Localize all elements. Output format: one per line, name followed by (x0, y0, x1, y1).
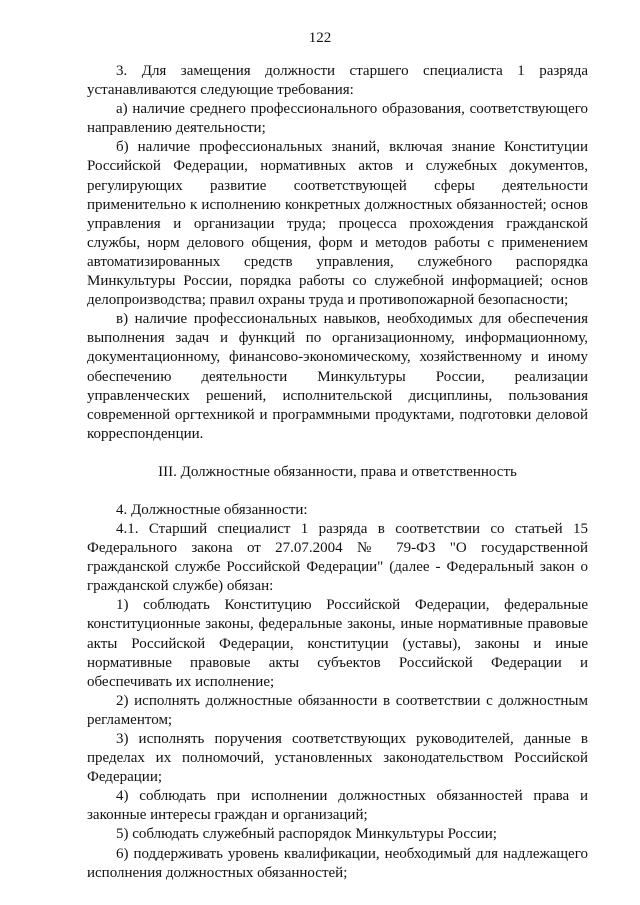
duty-item: 6) поддерживать уровень квалификации, необходимый для надлежащего исполнения должностных обязанностей; (87, 845, 588, 881)
requirement-v: в) наличие профессиональных навыков, необходимых для обеспечения выполнения задач и функций по организационному, информационному, документационному, финансово-экономическому, хозяйственному и иному обеспечению деятельности Минкультуры России, реализации управленческих решений, исполнительской дисциплины, пользования современной оргтехникой и программными продуктами, подготовки деловой корреспонденции. (87, 311, 588, 442)
paragraph-4-1: 4.1. Старший специалист 1 разряда в соответствии со статьей 15 Федерального закона от 27.07.2004 № 79-ФЗ "О государственной гражданской службе Российской Федерации" (далее - Федеральный закон о гражданской службе) обязан: (87, 520, 588, 595)
duty-item: 3) исполнять поручения соответствующих руководителей, данные в пределах их полномочий, установленных законодательством Российской Федерации; (87, 731, 588, 786)
duty-item: 2) исполнять должностные обязанности в соответствии с должностным регламентом; (87, 692, 588, 728)
section-heading: III. Должностные обязанности, права и ответственность (158, 463, 517, 480)
document-body (87, 62, 588, 883)
page-number: 122 (308, 30, 332, 46)
paragraph-3: 3. Для замещения должности старшего специалиста 1 разряда устанавливаются следующие требования: (87, 63, 588, 99)
requirement-b: б) наличие профессиональных знаний, включая знание Конституции Российской Федерации, нормативных актов и служебных документов, регулирующих развитие соответствующей сферы деятельности применительно к исполнению конкретных должностных обязанностей; основ управления и организации труда; процесса прохождения гражданской службы, норм делового общения, форм и методов работы с применением автоматизированных средств управления, служебного распорядка Минкультуры России, порядка работы со служебной информацией; основ делопроизводства; правил охраны труда и противопожарной безопасности; (87, 139, 588, 309)
duty-item: 1) соблюдать Конституцию Российской Федерации, федеральные конституционные законы, федеральные законы, иные нормативные правовые акты Российской Федерации, конституции (уставы), законы и иные нормативные правовые акты субъектов Российской Федерации и обеспечивать их исполнение; (87, 597, 588, 690)
paragraph-4: 4. Должностные обязанности: (116, 501, 308, 518)
requirement-a: а) наличие среднего профессионального образования, соответствующего направлению деятельности; (87, 101, 588, 137)
duty-item: 4) соблюдать при исполнении должностных обязанностей права и законные интересы граждан и организаций; (87, 788, 588, 824)
duty-item: 5) соблюдать служебный распорядок Минкультуры России; (116, 826, 497, 843)
